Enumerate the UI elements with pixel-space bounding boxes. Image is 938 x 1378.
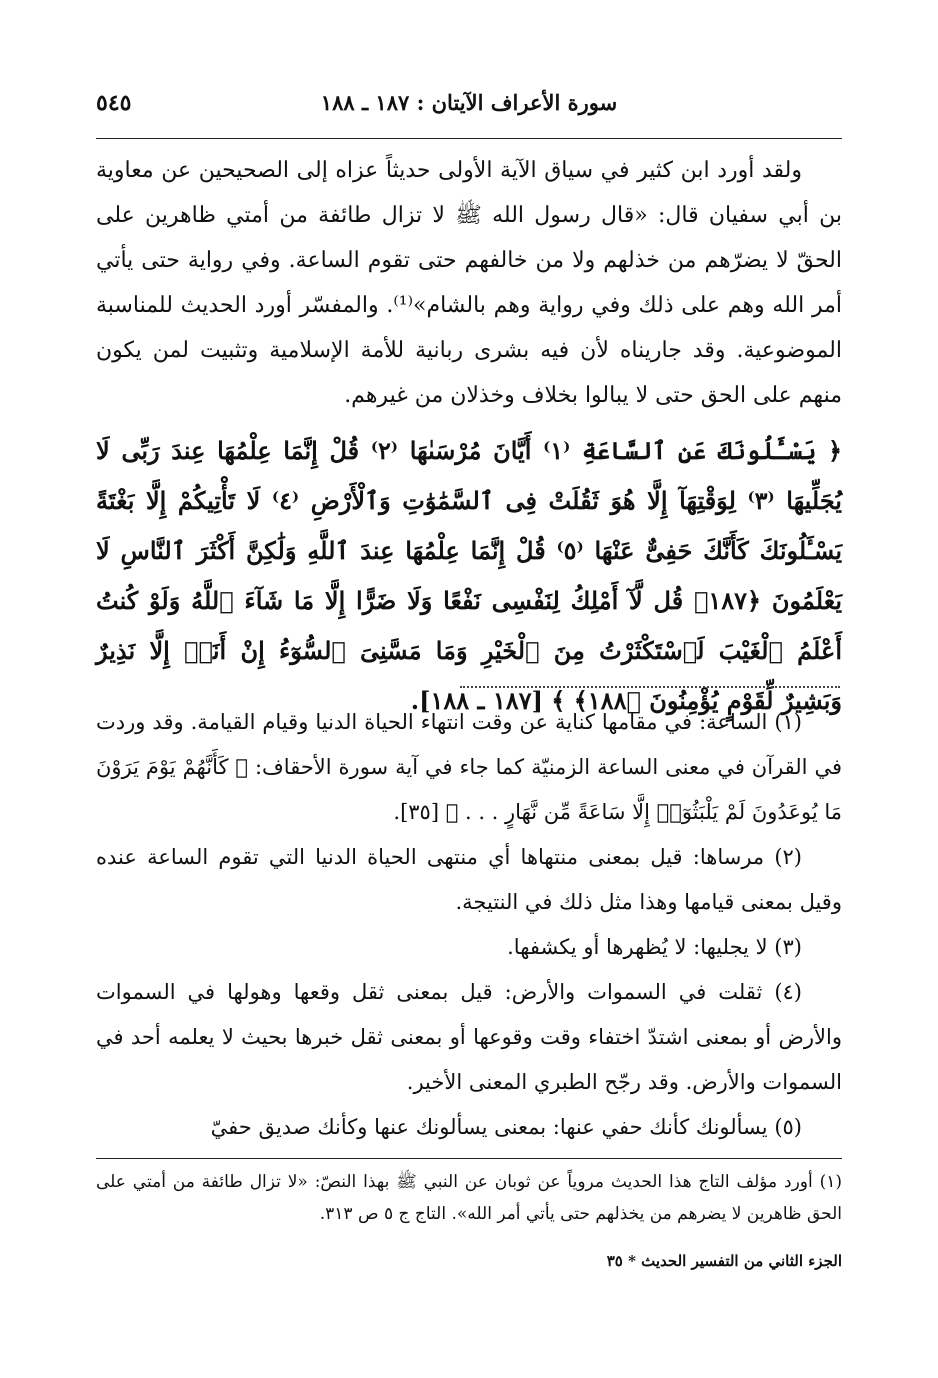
footnote-1: (١) أورد مؤلف التاج هذا الحديث مروياً عن ثوبان عن النبي ﷺ بهذا النصّ: «لا تزال طائفة من أمتي على الحق ظاهرين لا يضرهم من يخذلهم حتى يأتي أمر الله». التاج ج ٥ ص ٣١٣. [96, 1172, 842, 1224]
note-2: (٢) مرساها: قيل بمعنى منتهاها أي منتهى الحياة الدنيا التي تقوم الساعة عنده وقيل بمعنى قيامها وهذا مثل ذلك في النتيجة. [96, 845, 842, 914]
page-number: ٥٤٥ [96, 90, 132, 116]
volume-signature: الجزء الثاني من التفسير الحديث * ٣٥ [606, 1252, 842, 1270]
quran-verse-block: ﴿ يَسْـَٔلُونَكَ عَنِ ٱلسَّاعَةِ ⁽١⁾ أَيَّانَ مُرْسَىٰهَا ⁽٢⁾ قُلْ إِنَّمَا عِلْمُهَا عِندَ رَبِّى لَا يُجَلِّيهَا ⁽٣⁾ لِوَقْتِهَآ إِلَّا هُوَ ثَقُلَتْ فِى ٱلسَّمَٰوَٰتِ وَٱلْأَرْضِ ⁽٤⁾ لَا تَأْتِيكُمْ إِلَّا بَغْتَةً يَسْـَٔلُونَكَ كَأَنَّكَ حَفِىٌّ عَنْهَا ⁽٥⁾ قُلْ إِنَّمَا عِلْمُهَا عِندَ ٱللَّهِ وَلَٰكِنَّ أَكْثَرَ ٱلنَّاسِ لَا يَعْلَمُونَ ﴿١٨٧﴾ قُل لَّآ أَمْلِكُ لِنَفْسِى نَفْعًا وَلَا ضَرًّا إِلَّا مَا شَآءَ ٱللَّهُ وَلَوْ كُنتُ أَعْلَمُ ٱلْغَيْبَ لَٱسْتَكْثَرْتُ مِنَ ٱلْخَيْرِ وَمَا مَسَّنِىَ ٱلسُّوٓءُ إِنْ أَنَا۠ إِلَّا نَذِيرٌ وَبَشِيرٌ لِّقَوْمٍ يُؤْمِنُونَ ﴿١٨٨﴾ ﴾ [١٨٧ ـ ١٨٨]. [96, 436, 843, 715]
note-4: (٤) ثقلت في السموات والأرض: قيل بمعنى ثقل وقعها وهولها في السموات والأرض أو بمعنى اشتدّ اختفاء وقت وقوعها أو بمعنى ثقل خبرها بحيث لا يعلمه أحد في السموات والأرض. وقد رجّح الطبري المعنى الأخير. [96, 980, 842, 1094]
explanatory-notes [96, 700, 842, 1150]
note-3: (٣) لا يجليها: لا يُظهرها أو يكشفها. [507, 935, 802, 959]
note-1: (١) الساعة: في مقامها كناية عن وقت انتهاء الحياة الدنيا وقيام القيامة. وقد وردت في القرآن في معنى الساعة الزمنيّة كما جاء في آية سورة الأحقاف: ﴿ كَأَنَّهُمْ يَوْمَ يَرَوْنَ مَا يُوعَدُونَ لَمْ يَلْبَثُوٓا۟ إِلَّا سَاعَةً مِّن نَّهَارٍ . . . ﴾ [٣٥]. [96, 710, 842, 824]
running-title: سورة الأعراف الآيتان : ١٨٧ ـ ١٨٨ [320, 90, 618, 115]
note-5: (٥) يسألونك كأنك حفي عنها: بمعنى يسألونك عنها وكأنك صديق حفيّ [210, 1115, 802, 1139]
footnote-block [96, 1166, 842, 1230]
dotted-separator [460, 686, 840, 688]
page-header [96, 86, 842, 139]
commentary-paragraph: ولقد أورد ابن كثير في سياق الآية الأولى حديثاً عزاه إلى الصحيحين عن معاوية بن أبي سفيان قال: «قال رسول الله ﷺ لا تزال طائفة من أمتي ظاهرين على الحقّ لا يضرّهم من خذلهم ولا من خالفهم حتى تقوم الساعة. وفي رواية حتى يأتي أمر الله وهم على ذلك وفي رواية وهم بالشام»⁽¹⁾. والمفسّر أورد الحديث للمناسبة الموضوعية. وقد جاريناه لأن فيه بشرى ربانية للأمة الإسلامية وتثبيت لمن يكون منهم على الحق حتى لا يبالوا بخلاف وخذلان من غيرهم. [96, 158, 842, 408]
main-text [96, 148, 842, 726]
footnote-rule [96, 1158, 842, 1159]
